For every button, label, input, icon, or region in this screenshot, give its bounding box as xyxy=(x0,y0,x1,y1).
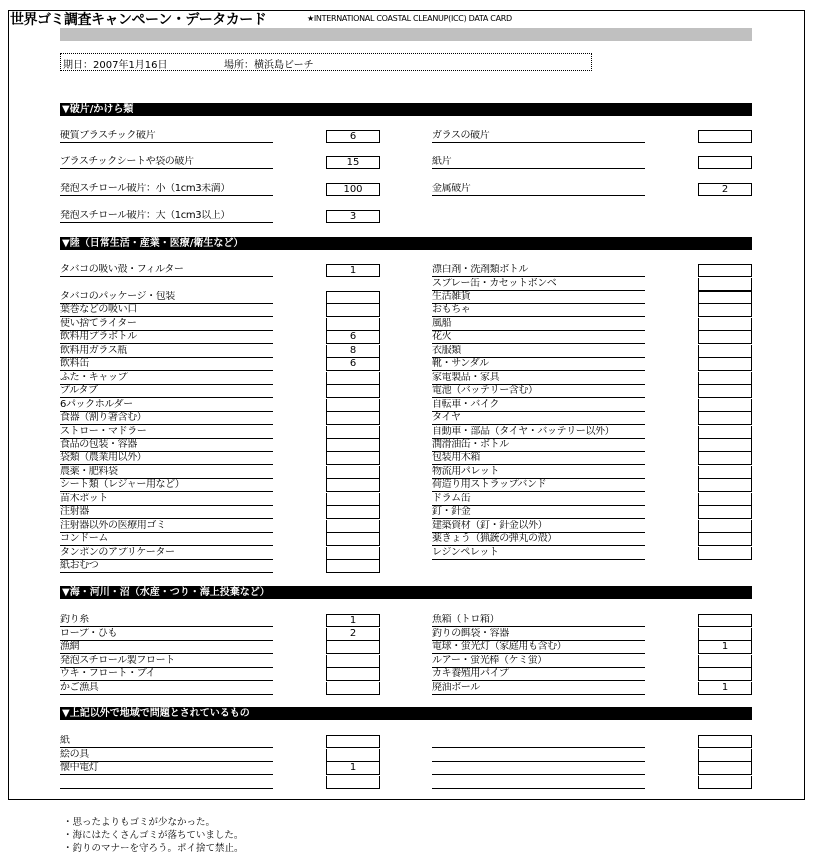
item-label: ガラスの破片 xyxy=(432,130,645,143)
item-label xyxy=(432,776,645,789)
item-label: 飲料用プラボトル xyxy=(60,331,273,344)
count-box[interactable] xyxy=(326,776,380,789)
item-label: 釣り糸 xyxy=(60,614,273,627)
item-label: シート類（レジャー用など） xyxy=(60,479,273,492)
count-box[interactable] xyxy=(698,668,752,681)
count-box[interactable] xyxy=(326,318,380,331)
count-box[interactable] xyxy=(698,426,752,439)
note-line: ・釣りのマナーを守ろう。ポイ捨て禁止。 xyxy=(63,843,244,854)
count-box[interactable] xyxy=(326,372,380,385)
item-label: ドラム缶 xyxy=(432,493,645,506)
count-box[interactable] xyxy=(326,466,380,479)
item-label: タバコのパッケージ・包装 xyxy=(60,291,273,304)
item-label: 注射器 xyxy=(60,506,273,519)
count-box[interactable]: 1 xyxy=(698,641,752,654)
section-fragments-header: ▼破片/かけら類 xyxy=(60,103,752,116)
count-box[interactable] xyxy=(326,533,380,546)
note-line: ・思ったよりもゴミが少なかった。 xyxy=(63,817,216,828)
item-label: 金属破片 xyxy=(432,183,645,196)
count-box[interactable]: 2 xyxy=(698,183,752,196)
count-box[interactable] xyxy=(698,385,752,398)
item-label: 自転車・バイク xyxy=(432,399,645,412)
item-label: 家電製品・家具 xyxy=(432,372,645,385)
count-box[interactable] xyxy=(698,493,752,506)
count-box[interactable] xyxy=(326,439,380,452)
place-field: 場所：横浜島ビーチ xyxy=(224,60,314,71)
item-label: コンドーム xyxy=(60,533,273,546)
count-box[interactable] xyxy=(698,776,752,789)
item-label: 絵の具 xyxy=(60,749,273,762)
item-label: おもちゃ xyxy=(432,304,645,317)
count-box[interactable] xyxy=(698,466,752,479)
item-label: ルアー・蛍光棒（ケミ蛍） xyxy=(432,655,645,668)
count-box[interactable] xyxy=(698,331,752,344)
count-box[interactable] xyxy=(326,452,380,465)
count-box[interactable] xyxy=(326,291,380,304)
item-label: 電池（バッテリー含む） xyxy=(432,385,645,398)
count-box[interactable] xyxy=(698,345,752,358)
count-box[interactable] xyxy=(326,682,380,695)
item-label: 葉巻などの吸い口 xyxy=(60,304,273,317)
count-box[interactable]: 3 xyxy=(326,210,380,223)
count-box[interactable] xyxy=(326,560,380,573)
count-box[interactable] xyxy=(326,385,380,398)
item-label: 潤滑油缶・ボトル xyxy=(432,439,645,452)
count-box[interactable] xyxy=(698,130,752,143)
count-box[interactable] xyxy=(326,506,380,519)
item-label: 紙片 xyxy=(432,156,645,169)
date-field: 期日：2007年1月16日 xyxy=(63,60,168,71)
item-label: 花火 xyxy=(432,331,645,344)
count-box[interactable]: 1 xyxy=(698,682,752,695)
item-label: タバコの吸い殻・フィルター xyxy=(60,264,273,277)
count-box[interactable] xyxy=(698,358,752,371)
count-box[interactable] xyxy=(698,412,752,425)
count-box[interactable] xyxy=(698,304,752,317)
count-box[interactable] xyxy=(698,264,752,277)
count-box[interactable] xyxy=(698,156,752,169)
item-label: カキ養殖用パイプ xyxy=(432,668,645,681)
count-box[interactable] xyxy=(326,655,380,668)
count-box[interactable] xyxy=(326,304,380,317)
count-box[interactable] xyxy=(698,506,752,519)
count-box[interactable] xyxy=(698,439,752,452)
item-label: ふた・キャップ xyxy=(60,372,273,385)
item-label: タイヤ xyxy=(432,412,645,425)
count-box[interactable]: 100 xyxy=(326,183,380,196)
item-label: 薬きょう（猟銃の弾丸の殻） xyxy=(432,533,645,546)
item-label: 電球・蛍光灯（家庭用も含む） xyxy=(432,641,645,654)
count-box[interactable]: 6 xyxy=(326,130,380,143)
count-box[interactable]: 1 xyxy=(326,614,380,627)
count-box[interactable] xyxy=(326,668,380,681)
item-label: ロープ・ひも xyxy=(60,628,273,641)
item-label: 注射器以外の医療用ゴミ xyxy=(60,520,273,533)
item-label: 6パックホルダー xyxy=(60,399,273,412)
count-box[interactable] xyxy=(698,614,752,627)
item-label: プルタブ xyxy=(60,385,273,398)
count-box[interactable] xyxy=(698,520,752,533)
count-box[interactable] xyxy=(326,749,380,762)
item-label: 発泡スチロール製フロート xyxy=(60,655,273,668)
item-label: 食品の包装・容器 xyxy=(60,439,273,452)
item-label: 魚箱（トロ箱） xyxy=(432,614,645,627)
item-label: プラスチックシートや袋の破片 xyxy=(60,156,273,169)
item-label xyxy=(432,749,645,762)
item-label: レジンペレット xyxy=(432,547,645,560)
count-box[interactable] xyxy=(698,399,752,412)
note-line: ・海にはたくさんゴミが落ちていました。 xyxy=(63,830,244,841)
item-label: かご漁具 xyxy=(60,682,273,695)
item-label: 農薬・肥料袋 xyxy=(60,466,273,479)
section-land-header: ▼陸（日常生活・産業・医療/衛生など） xyxy=(60,237,752,250)
count-box[interactable] xyxy=(698,533,752,546)
item-label xyxy=(432,762,645,775)
count-box[interactable] xyxy=(698,318,752,331)
count-box[interactable] xyxy=(698,547,752,560)
count-box[interactable]: 1 xyxy=(326,264,380,277)
item-label: 使い捨てライター xyxy=(60,318,273,331)
item-label: 釘・針金 xyxy=(432,506,645,519)
item-label: 物流用パレット xyxy=(432,466,645,479)
item-label: タンポンのアプリケーター xyxy=(60,547,273,560)
item-label xyxy=(60,776,273,789)
item-label: 飲料缶 xyxy=(60,358,273,371)
item-label: 自動車・部品（タイヤ・バッテリー以外） xyxy=(432,426,645,439)
count-box[interactable] xyxy=(326,412,380,425)
count-box[interactable] xyxy=(326,426,380,439)
item-label: 靴・サンダル xyxy=(432,358,645,371)
count-box[interactable] xyxy=(326,479,380,492)
count-box[interactable] xyxy=(698,479,752,492)
item-label: 食器（割り箸含む） xyxy=(60,412,273,425)
header-bar xyxy=(60,28,752,41)
count-box[interactable]: 15 xyxy=(326,156,380,169)
notes xyxy=(63,816,244,855)
item-label: 発泡スチロール破片：大（1cm3以上） xyxy=(60,210,273,223)
item-label: 苗木ポット xyxy=(60,493,273,506)
count-box[interactable] xyxy=(698,762,752,775)
item-label: 建築資材（釘・針金以外） xyxy=(432,520,645,533)
count-box[interactable] xyxy=(698,749,752,762)
item-label: 風船 xyxy=(432,318,645,331)
card-title: 世界ゴミ調査キャンペーン・データカード xyxy=(10,12,267,28)
count-box[interactable] xyxy=(326,399,380,412)
count-box[interactable] xyxy=(326,641,380,654)
item-label: 紙 xyxy=(60,735,273,748)
item-label: 発泡スチロール破片：小（1cm3未満） xyxy=(60,183,273,196)
item-label xyxy=(432,735,645,748)
count-box[interactable]: 8 xyxy=(326,345,380,358)
item-label: 懐中電灯 xyxy=(60,762,273,775)
count-box[interactable] xyxy=(326,520,380,533)
section-sea-header: ▼海・河川・沼（水産・つり・海上投棄など） xyxy=(60,586,752,599)
count-box[interactable] xyxy=(698,278,752,291)
item-label: 漁網 xyxy=(60,641,273,654)
item-label: ストロー・マドラー xyxy=(60,426,273,439)
count-box[interactable] xyxy=(698,735,752,748)
count-box[interactable]: 1 xyxy=(326,762,380,775)
section-local-header: ▼上記以外で地域で問題とされているもの xyxy=(60,707,752,720)
item-label: 袋類（農業用以外） xyxy=(60,452,273,465)
count-box[interactable] xyxy=(326,493,380,506)
item-label: 荷造り用ストラップバンド xyxy=(432,479,645,492)
item-label: 包装用木箱 xyxy=(432,452,645,465)
item-label: 紙おむつ xyxy=(60,560,273,573)
count-box[interactable] xyxy=(698,372,752,385)
count-box[interactable] xyxy=(326,735,380,748)
item-label: 飲料用ガラス瓶 xyxy=(60,345,273,358)
item-label: 生活雑貨 xyxy=(432,291,645,304)
count-box[interactable]: 2 xyxy=(326,628,380,641)
count-box[interactable] xyxy=(698,452,752,465)
count-box[interactable] xyxy=(698,291,752,304)
item-label: 衣服類 xyxy=(432,345,645,358)
item-label: 硬質プラスチック破片 xyxy=(60,130,273,143)
card-subtitle: ★INTERNATIONAL COASTAL CLEANUP(ICC) DATA CARD xyxy=(307,14,512,23)
item-label: ウキ・フロート・ブイ xyxy=(60,668,273,681)
item-label: 漂白剤・洗剤類ボトル xyxy=(432,264,645,277)
item-label: 廃油ボール xyxy=(432,682,645,695)
item-label: スプレー缶・カセットボンベ xyxy=(432,278,645,291)
count-box[interactable]: 6 xyxy=(326,358,380,371)
item-label: 釣りの餌袋・容器 xyxy=(432,628,645,641)
count-box[interactable] xyxy=(698,655,752,668)
count-box[interactable] xyxy=(698,628,752,641)
count-box[interactable]: 6 xyxy=(326,331,380,344)
count-box[interactable] xyxy=(326,547,380,560)
